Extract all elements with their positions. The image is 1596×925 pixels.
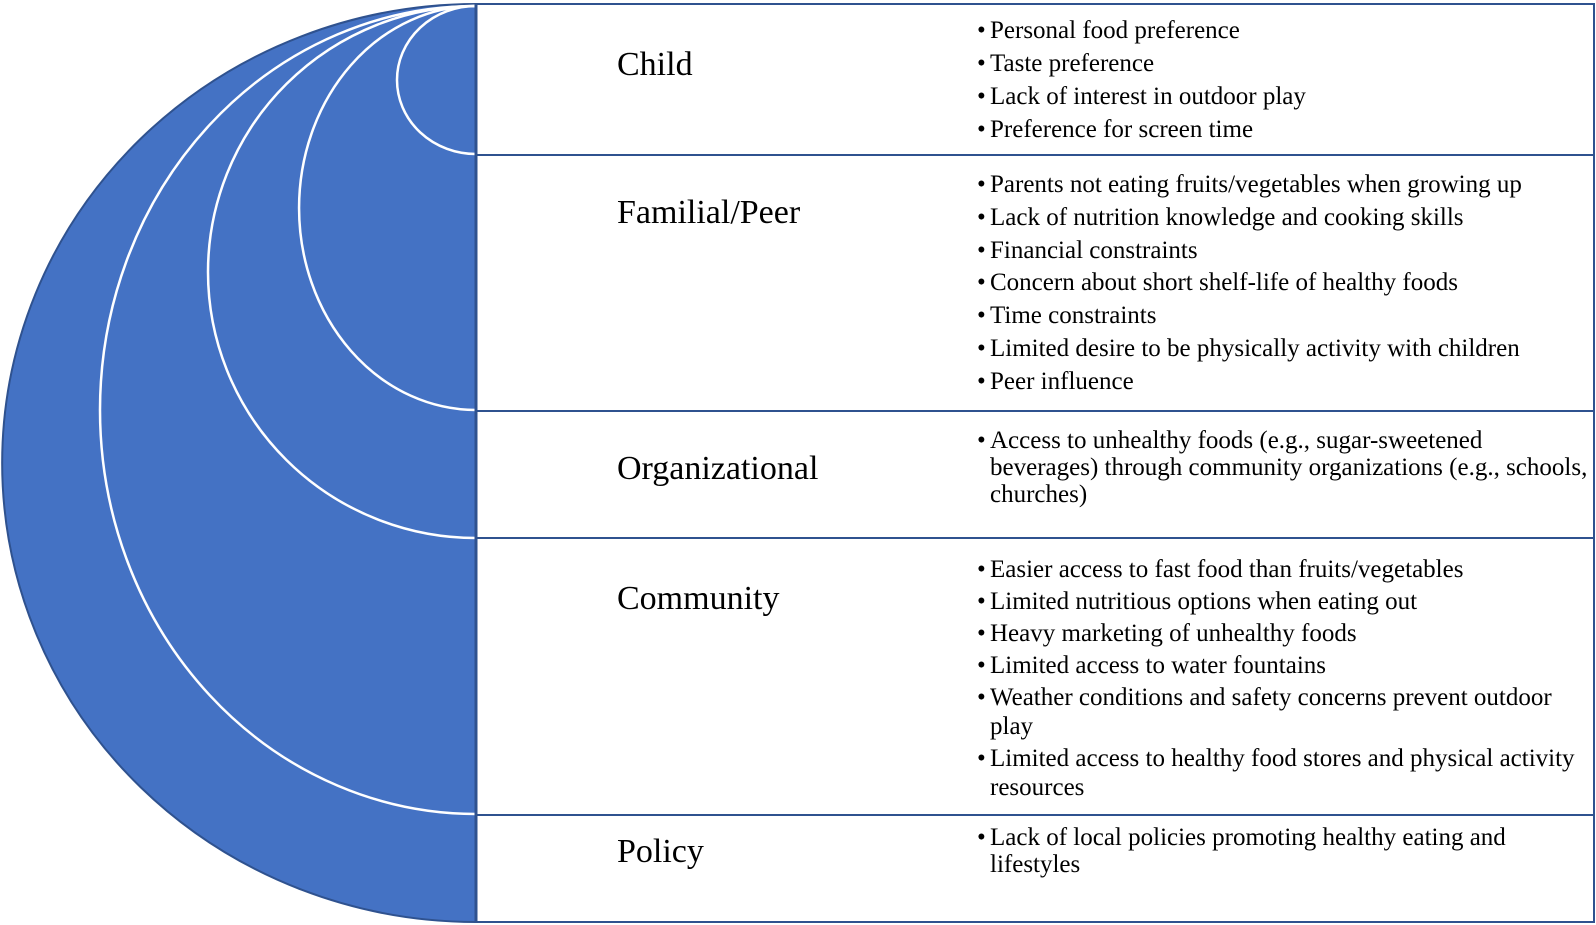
- level-label: Organizational: [617, 450, 819, 487]
- factor-item: • Limited desire to be physically activity with children: [977, 333, 1589, 366]
- level-row-policy: [476, 815, 1594, 922]
- factor-item: • Financial constraints: [977, 235, 1589, 268]
- factor-item: • Taste preference: [977, 47, 1589, 80]
- factor-item: • Time constraints: [977, 300, 1589, 333]
- factor-item: • Lack of nutrition knowledge and cooking skills: [977, 202, 1589, 235]
- level-row-organizational: [476, 411, 1594, 538]
- factor-item: • Parents not eating fruits/vegetables when growing up: [977, 169, 1589, 202]
- factor-list: [977, 14, 1589, 146]
- level-row-community: [476, 538, 1594, 815]
- factor-item: • Preference for screen time: [977, 113, 1589, 146]
- factor-item: • Concern about short shelf-life of healthy foods: [977, 267, 1589, 300]
- factor-list: [977, 555, 1589, 802]
- factor-item: • Lack of local policies promoting healthy eating and lifestyles: [977, 824, 1589, 878]
- factor-list: [977, 169, 1589, 399]
- factor-item: • Peer influence: [977, 366, 1589, 399]
- factor-list: [977, 427, 1589, 508]
- factor-item: • Heavy marketing of unhealthy foods: [977, 619, 1589, 648]
- factor-item: • Personal food preference: [977, 14, 1589, 47]
- factor-item: • Limited nutritious options when eating out: [977, 587, 1589, 616]
- level-label: Familial/Peer: [617, 194, 801, 231]
- factor-item: • Easier access to fast food than fruits/vegetables: [977, 555, 1589, 584]
- level-label: Child: [617, 46, 693, 83]
- arc-policy: [2, 4, 476, 922]
- factor-item: • Lack of interest in outdoor play: [977, 80, 1589, 113]
- level-label: Policy: [617, 833, 704, 870]
- factor-list: [977, 824, 1589, 878]
- level-row-child: [476, 4, 1594, 155]
- level-label: Community: [617, 580, 780, 617]
- factor-item: • Access to unhealthy foods (e.g., sugar-sweetened beverages) through community organizations (e.g., schools, churches): [977, 427, 1589, 508]
- factor-item: • Weather conditions and safety concerns prevent outdoor play: [977, 683, 1589, 741]
- factor-item: • Limited access to water fountains: [977, 651, 1589, 680]
- level-row-familial-peer: [476, 155, 1594, 411]
- factor-item: • Limited access to healthy food stores and physical activity resources: [977, 744, 1589, 802]
